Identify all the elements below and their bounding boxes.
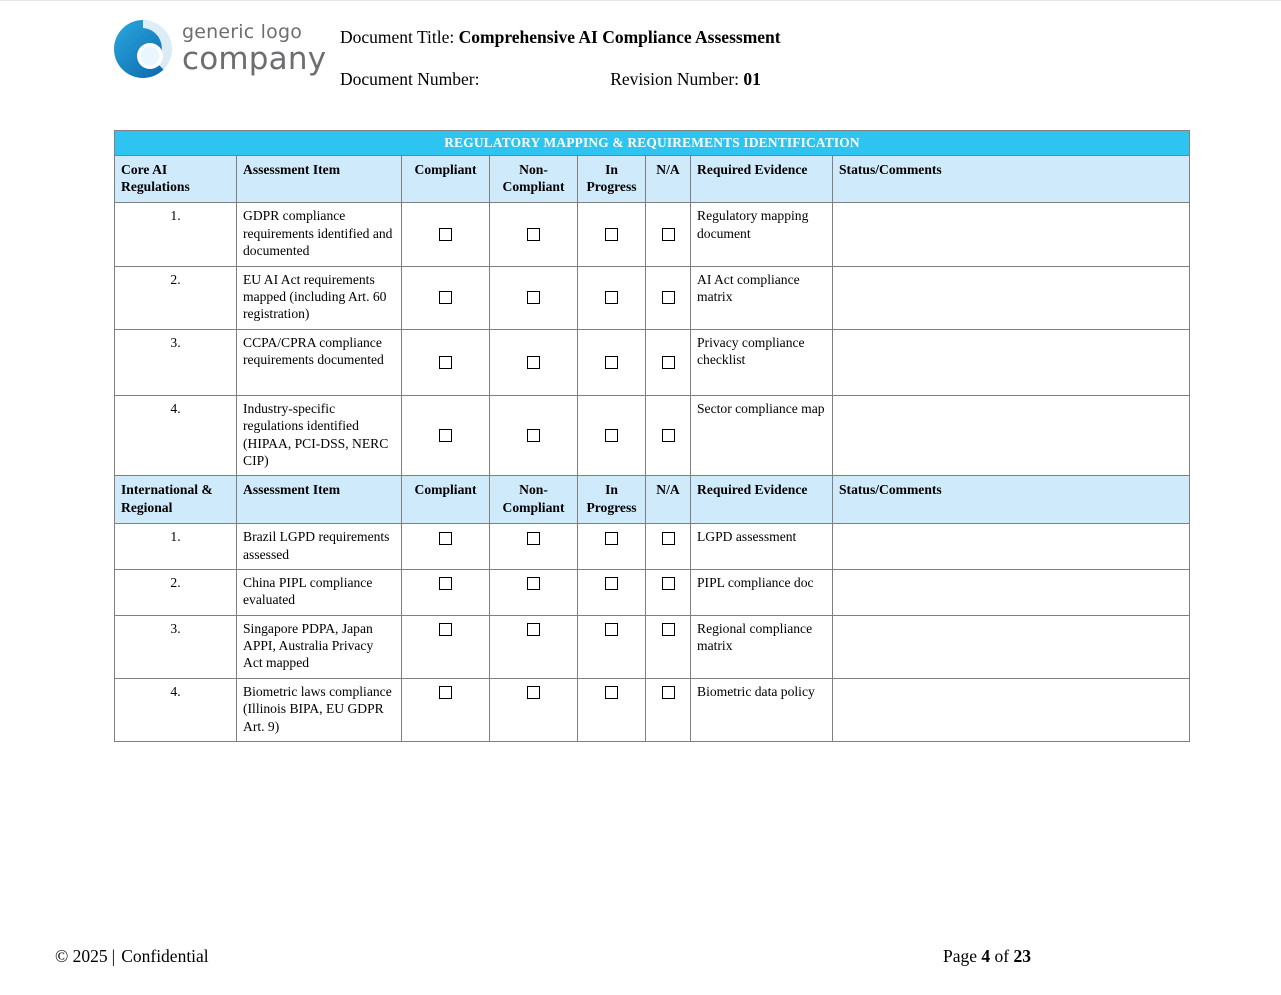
circle-swoosh-logo-icon: [112, 18, 174, 80]
document-title-label: Document Title:: [340, 27, 455, 47]
row-required-evidence: Regional compliance matrix: [691, 615, 833, 678]
checkbox-cell-non-compliant[interactable]: [490, 203, 578, 266]
checkbox-cell-non-compliant[interactable]: [490, 266, 578, 329]
document-meta: [340, 18, 1281, 93]
checkbox-non-compliant[interactable]: [527, 623, 540, 636]
checkbox-na[interactable]: [662, 686, 675, 699]
table-row: [115, 395, 1190, 476]
checkbox-in-progress[interactable]: [605, 532, 618, 545]
row-number: 3.: [115, 329, 237, 395]
row-required-evidence: Regulatory mapping document: [691, 203, 833, 266]
row-number: 2.: [115, 266, 237, 329]
checkbox-na[interactable]: [662, 356, 675, 369]
col-header-compliant: Compliant: [402, 476, 490, 524]
row-number: 4.: [115, 678, 237, 741]
section-header-core-ai: [115, 155, 1190, 203]
row-assessment-item: Brazil LGPD requirements assessed: [237, 524, 402, 570]
checkbox-in-progress[interactable]: [605, 623, 618, 636]
row-required-evidence: Privacy compliance checklist: [691, 329, 833, 395]
document-number-label: Document Number:: [340, 69, 480, 90]
row-required-evidence: AI Act compliance matrix: [691, 266, 833, 329]
col-header-status-comments: Status/Comments: [833, 155, 1190, 203]
row-number: 4.: [115, 395, 237, 476]
checkbox-cell-in-progress[interactable]: [578, 203, 646, 266]
checkbox-cell-non-compliant[interactable]: [490, 329, 578, 395]
col-header-required-evidence: Required Evidence: [691, 476, 833, 524]
document-title-value: Comprehensive AI Compliance Assessment: [458, 27, 781, 47]
logo-line-1: generic logo: [182, 21, 303, 43]
row-status-comments[interactable]: [833, 615, 1190, 678]
col-header-required-evidence: Required Evidence: [691, 155, 833, 203]
checkbox-in-progress[interactable]: [605, 228, 618, 241]
checkbox-cell-compliant[interactable]: [402, 524, 490, 570]
row-assessment-item: Biometric laws compliance (Illinois BIPA, EU GDPR Art. 9): [237, 678, 402, 741]
checkbox-cell-in-progress[interactable]: [578, 615, 646, 678]
col-header-non-compliant: Non-Compliant: [490, 155, 578, 203]
row-assessment-item: China PIPL compliance evaluated: [237, 569, 402, 615]
footer-page-indicator: [943, 946, 1281, 967]
checkbox-compliant[interactable]: [439, 623, 452, 636]
row-number: 3.: [115, 615, 237, 678]
checkbox-in-progress[interactable]: [605, 686, 618, 699]
row-status-comments[interactable]: [833, 395, 1190, 476]
checkbox-cell-non-compliant[interactable]: [490, 524, 578, 570]
page-top-rule: [0, 0, 1281, 1]
footer-classification: Confidential: [121, 946, 209, 966]
regulatory-mapping-table: [114, 130, 1190, 743]
checkbox-non-compliant[interactable]: [527, 356, 540, 369]
col-header-in-progress: In Progress: [578, 476, 646, 524]
page-of: of: [994, 946, 1010, 966]
page-prefix: Page: [943, 946, 978, 966]
checkbox-na[interactable]: [662, 228, 675, 241]
row-number: 1.: [115, 524, 237, 570]
footer-copyright: © 2025: [55, 946, 108, 966]
checkbox-cell-compliant[interactable]: [402, 569, 490, 615]
checkbox-cell-na[interactable]: [646, 395, 691, 476]
document-header: [0, 0, 1281, 93]
checkbox-cell-in-progress[interactable]: [578, 395, 646, 476]
checkbox-cell-non-compliant[interactable]: [490, 678, 578, 741]
checkbox-compliant[interactable]: [439, 429, 452, 442]
revision-number-label: Revision Number:: [610, 69, 740, 90]
checkbox-cell-in-progress[interactable]: [578, 266, 646, 329]
checkbox-compliant[interactable]: [439, 686, 452, 699]
checkbox-cell-na[interactable]: [646, 524, 691, 570]
checkbox-cell-compliant[interactable]: [402, 395, 490, 476]
checkbox-compliant[interactable]: [439, 291, 452, 304]
col-header-in-progress: In Progress: [578, 155, 646, 203]
checkbox-na[interactable]: [662, 429, 675, 442]
checkbox-cell-compliant[interactable]: [402, 266, 490, 329]
footer-left: [0, 946, 209, 967]
checkbox-in-progress[interactable]: [605, 291, 618, 304]
row-number: 2.: [115, 569, 237, 615]
checkbox-na[interactable]: [662, 291, 675, 304]
col-header-non-compliant: Non-Compliant: [490, 476, 578, 524]
checklist-table-wrapper: [114, 130, 1190, 743]
checkbox-compliant[interactable]: [439, 577, 452, 590]
table-row: [115, 615, 1190, 678]
checkbox-compliant[interactable]: [439, 532, 452, 545]
checkbox-in-progress[interactable]: [605, 577, 618, 590]
table-row: [115, 569, 1190, 615]
col-header-na: N/A: [646, 155, 691, 203]
checkbox-cell-na[interactable]: [646, 203, 691, 266]
checkbox-na[interactable]: [662, 577, 675, 590]
table-row: [115, 524, 1190, 570]
checkbox-cell-non-compliant[interactable]: [490, 615, 578, 678]
revision-number-value: 01: [743, 69, 761, 90]
footer-separator: |: [111, 946, 116, 966]
checkbox-cell-na[interactable]: [646, 266, 691, 329]
checkbox-cell-na[interactable]: [646, 569, 691, 615]
checkbox-in-progress[interactable]: [605, 356, 618, 369]
checkbox-cell-compliant[interactable]: [402, 203, 490, 266]
row-required-evidence: PIPL compliance doc: [691, 569, 833, 615]
document-number-row: [340, 66, 1281, 92]
document-footer: [0, 946, 1281, 967]
row-assessment-item: EU AI Act requirements mapped (including Art. 60 registration): [237, 266, 402, 329]
table-row: [115, 203, 1190, 266]
row-status-comments[interactable]: [833, 203, 1190, 266]
row-status-comments[interactable]: [833, 266, 1190, 329]
col-header-category: Core AI Regulations: [115, 155, 237, 203]
document-title-row: [340, 24, 1281, 50]
checkbox-non-compliant[interactable]: [527, 429, 540, 442]
checkbox-non-compliant[interactable]: [527, 291, 540, 304]
row-required-evidence: LGPD assessment: [691, 524, 833, 570]
checkbox-cell-non-compliant[interactable]: [490, 395, 578, 476]
checkbox-in-progress[interactable]: [605, 429, 618, 442]
checkbox-cell-compliant[interactable]: [402, 678, 490, 741]
checkbox-non-compliant[interactable]: [527, 577, 540, 590]
checkbox-compliant[interactable]: [439, 228, 452, 241]
checkbox-compliant[interactable]: [439, 356, 452, 369]
col-header-assessment-item: Assessment Item: [237, 476, 402, 524]
row-assessment-item: GDPR compliance requirements identified and documented: [237, 203, 402, 266]
checkbox-cell-in-progress[interactable]: [578, 569, 646, 615]
table-row: [115, 329, 1190, 395]
row-status-comments[interactable]: [833, 569, 1190, 615]
table-row: [115, 266, 1190, 329]
row-assessment-item: CCPA/CPRA compliance requirements documented: [237, 329, 402, 395]
checkbox-na[interactable]: [662, 532, 675, 545]
row-required-evidence: Sector compliance map: [691, 395, 833, 476]
checkbox-cell-in-progress[interactable]: [578, 678, 646, 741]
company-logo: [0, 18, 340, 80]
table-banner-title: REGULATORY MAPPING & REQUIREMENTS IDENTIFICATION: [115, 130, 1190, 155]
section-header-international-regional: [115, 476, 1190, 524]
checkbox-non-compliant[interactable]: [527, 686, 540, 699]
col-header-assessment-item: Assessment Item: [237, 155, 402, 203]
table-row: [115, 678, 1190, 741]
col-header-compliant: Compliant: [402, 155, 490, 203]
row-assessment-item: Singapore PDPA, Japan APPI, Australia Privacy Act mapped: [237, 615, 402, 678]
checkbox-na[interactable]: [662, 623, 675, 636]
checkbox-cell-in-progress[interactable]: [578, 524, 646, 570]
page-total: 23: [1013, 946, 1031, 966]
checkbox-cell-compliant[interactable]: [402, 615, 490, 678]
row-status-comments[interactable]: [833, 524, 1190, 570]
checkbox-cell-na[interactable]: [646, 615, 691, 678]
checkbox-cell-in-progress[interactable]: [578, 329, 646, 395]
logo-line-2: company: [182, 41, 327, 77]
row-status-comments[interactable]: [833, 678, 1190, 741]
row-required-evidence: Biometric data policy: [691, 678, 833, 741]
row-assessment-item: Industry-specific regulations identified (HIPAA, PCI-DSS, NERC CIP): [237, 395, 402, 476]
col-header-category: International & Regional: [115, 476, 237, 524]
page-number: 4: [981, 946, 991, 966]
checkbox-cell-na[interactable]: [646, 329, 691, 395]
row-number: 1.: [115, 203, 237, 266]
table-banner-row: [115, 130, 1190, 155]
col-header-status-comments: Status/Comments: [833, 476, 1190, 524]
checkbox-cell-na[interactable]: [646, 678, 691, 741]
checkbox-cell-compliant[interactable]: [402, 329, 490, 395]
checkbox-cell-non-compliant[interactable]: [490, 569, 578, 615]
col-header-na: N/A: [646, 476, 691, 524]
checkbox-non-compliant[interactable]: [527, 532, 540, 545]
checkbox-non-compliant[interactable]: [527, 228, 540, 241]
row-status-comments[interactable]: [833, 329, 1190, 395]
